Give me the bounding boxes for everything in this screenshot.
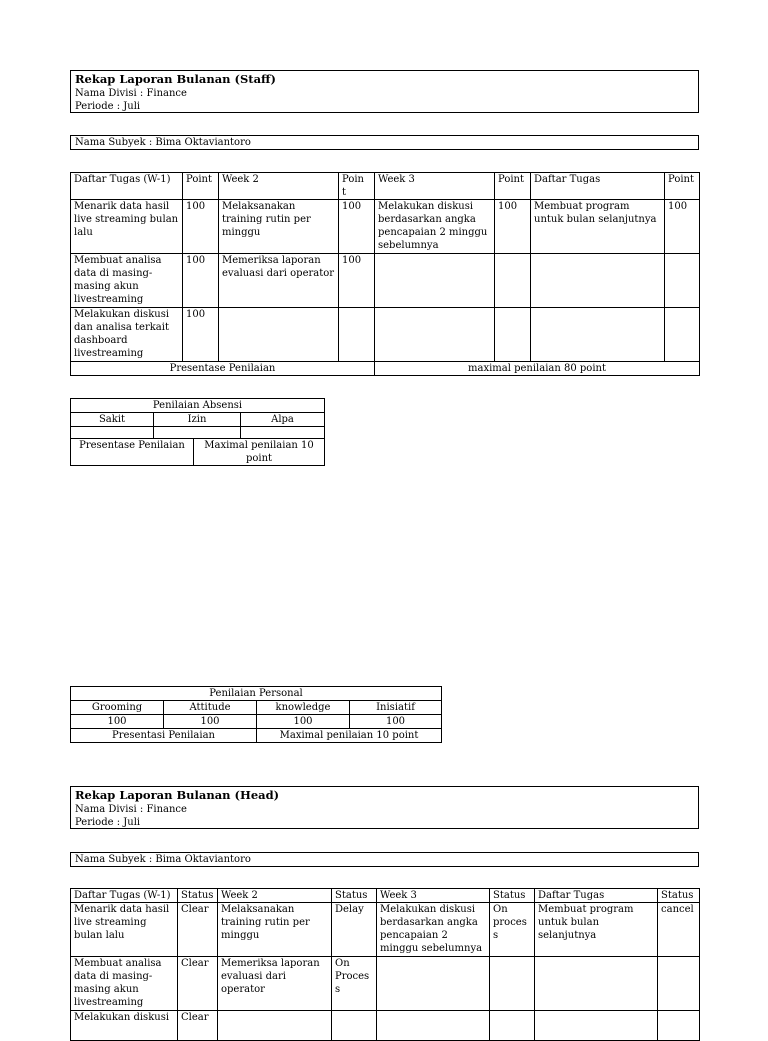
- task-cell: Membuat program untuk bulan selanjutnya: [531, 200, 665, 254]
- staff-header-cell: Point: [495, 173, 531, 200]
- head-header-box: [70, 786, 699, 829]
- absensi-header-izin: Izin: [154, 413, 241, 427]
- staff-header-box: [70, 70, 699, 113]
- staff-title: Rekap Laporan Bulanan (Staff): [75, 72, 276, 86]
- status-cell: Delay: [332, 903, 377, 957]
- status-cell: On process: [490, 903, 535, 957]
- table-row: [71, 957, 700, 1011]
- task-cell: Memeriksa laporan evaluasi dari operator: [219, 254, 339, 308]
- status-cell: [490, 957, 535, 1011]
- personal-header-cell: Attitude: [164, 701, 257, 715]
- task-cell: [375, 308, 495, 362]
- task-cell: [535, 1011, 658, 1041]
- task-cell: [535, 957, 658, 1011]
- table-row: [71, 254, 700, 308]
- head-header-row: [71, 889, 700, 903]
- status-cell: [332, 1011, 377, 1041]
- head-header-cell: Week 3: [377, 889, 490, 903]
- personal-value-cell: 100: [350, 715, 442, 729]
- status-cell: [658, 957, 700, 1011]
- point-cell: [665, 254, 700, 308]
- absensi-table: [70, 398, 325, 466]
- head-task-table: [70, 888, 700, 1041]
- task-cell: Melakukan diskusi: [71, 1011, 178, 1041]
- status-cell: Clear: [178, 1011, 218, 1041]
- staff-subject-box: [70, 135, 699, 150]
- head-header-cell: Status: [332, 889, 377, 903]
- task-cell: Melakukan diskusi dan analisa terkait dashboard livestreaming: [71, 308, 183, 362]
- staff-header-cell: Poin t: [339, 173, 375, 200]
- task-cell: [218, 1011, 332, 1041]
- staff-footer-right: maximal penilaian 80 point: [375, 362, 700, 376]
- personal-table: [70, 686, 442, 743]
- absensi-value-sakit: [71, 427, 154, 439]
- absensi-footer-right: Maximal penilaian 10 point: [194, 439, 325, 466]
- head-header-cell: Daftar Tugas (W-1): [71, 889, 178, 903]
- task-cell: Melaksanakan training rutin per minggu: [218, 903, 332, 957]
- staff-header-cell: Week 2: [219, 173, 339, 200]
- head-subject: Nama Subyek : Bima Oktaviantoro: [75, 854, 251, 865]
- status-cell: On Process: [332, 957, 377, 1011]
- staff-header-cell: Point: [665, 173, 700, 200]
- status-cell: Clear: [178, 957, 218, 1011]
- task-cell: Melaksanakan training rutin per minggu: [219, 200, 339, 254]
- task-cell: Menarik data hasil live streaming bulan lalu: [71, 200, 183, 254]
- absensi-value-izin: [154, 427, 241, 439]
- task-cell: [219, 308, 339, 362]
- staff-header-cell: Daftar Tugas (W-1): [71, 173, 183, 200]
- personal-value-cell: 100: [71, 715, 164, 729]
- personal-value-cell: 100: [257, 715, 350, 729]
- staff-divisi: Nama Divisi : Finance: [75, 87, 187, 99]
- personal-value-cell: 100: [164, 715, 257, 729]
- task-cell: [377, 957, 490, 1011]
- table-row: [71, 903, 700, 957]
- staff-subject: Nama Subyek : Bima Oktaviantoro: [75, 137, 251, 148]
- head-divisi: Nama Divisi : Finance: [75, 803, 187, 815]
- point-cell: 100: [495, 200, 531, 254]
- head-title: Rekap Laporan Bulanan (Head): [75, 788, 280, 802]
- table-row: [71, 200, 700, 254]
- task-cell: Menarik data hasil live streaming bulan lalu: [71, 903, 178, 957]
- absensi-header-sakit: Sakit: [71, 413, 154, 427]
- personal-footer-left: Presentasi Penilaian: [71, 729, 257, 743]
- head-header-cell: Week 2: [218, 889, 332, 903]
- status-cell: [658, 1011, 700, 1041]
- staff-header-cell: Week 3: [375, 173, 495, 200]
- point-cell: 100: [183, 308, 219, 362]
- personal-title: Penilaian Personal: [71, 687, 442, 701]
- personal-footer-right: Maximal penilaian 10 point: [257, 729, 442, 743]
- personal-header-cell: knowledge: [257, 701, 350, 715]
- absensi-footer-left: Presentase Penilaian: [71, 439, 194, 466]
- personal-header-cell: Inisiatif: [350, 701, 442, 715]
- head-subject-box: [70, 852, 699, 867]
- staff-header-row: [71, 173, 700, 200]
- task-cell: Membuat analisa data di masing-masing akun livestreaming: [71, 957, 178, 1011]
- table-row: [71, 1011, 700, 1041]
- point-cell: 100: [339, 254, 375, 308]
- task-cell: [377, 1011, 490, 1041]
- staff-footer-row: [71, 362, 700, 376]
- point-cell: 100: [183, 254, 219, 308]
- task-cell: Memeriksa laporan evaluasi dari operator: [218, 957, 332, 1011]
- task-cell: Membuat analisa data di masing-masing akun livestreaming: [71, 254, 183, 308]
- status-cell: cancel: [658, 903, 700, 957]
- task-cell: [531, 254, 665, 308]
- staff-header-cell: Point: [183, 173, 219, 200]
- absensi-header-alpa: Alpa: [241, 413, 325, 427]
- head-header-cell: Status: [178, 889, 218, 903]
- head-header-cell: Status: [490, 889, 535, 903]
- head-header-cell: Status: [658, 889, 700, 903]
- personal-header-cell: Grooming: [71, 701, 164, 715]
- point-cell: 100: [183, 200, 219, 254]
- table-row: [71, 308, 700, 362]
- absensi-title: Penilaian Absensi: [71, 399, 325, 413]
- task-cell: [531, 308, 665, 362]
- staff-footer-left: Presentase Penilaian: [71, 362, 375, 376]
- staff-task-table: [70, 172, 700, 376]
- head-header-cell: Daftar Tugas: [535, 889, 658, 903]
- status-cell: [490, 1011, 535, 1041]
- head-periode: Periode : Juli: [75, 816, 141, 828]
- status-cell: Clear: [178, 903, 218, 957]
- point-cell: [339, 308, 375, 362]
- task-cell: Melakukan diskusi berdasarkan angka pencapaian 2 minggu sebelumnya: [377, 903, 490, 957]
- point-cell: 100: [339, 200, 375, 254]
- point-cell: [495, 254, 531, 308]
- task-cell: Melakukan diskusi berdasarkan angka pencapaian 2 minggu sebelumnya: [375, 200, 495, 254]
- staff-periode: Periode : Juli: [75, 100, 141, 112]
- point-cell: 100: [665, 200, 700, 254]
- task-cell: [375, 254, 495, 308]
- point-cell: [665, 308, 700, 362]
- staff-header-cell: Daftar Tugas: [531, 173, 665, 200]
- point-cell: [495, 308, 531, 362]
- absensi-value-alpa: [241, 427, 325, 439]
- task-cell: Membuat program untuk bulan selanjutnya: [535, 903, 658, 957]
